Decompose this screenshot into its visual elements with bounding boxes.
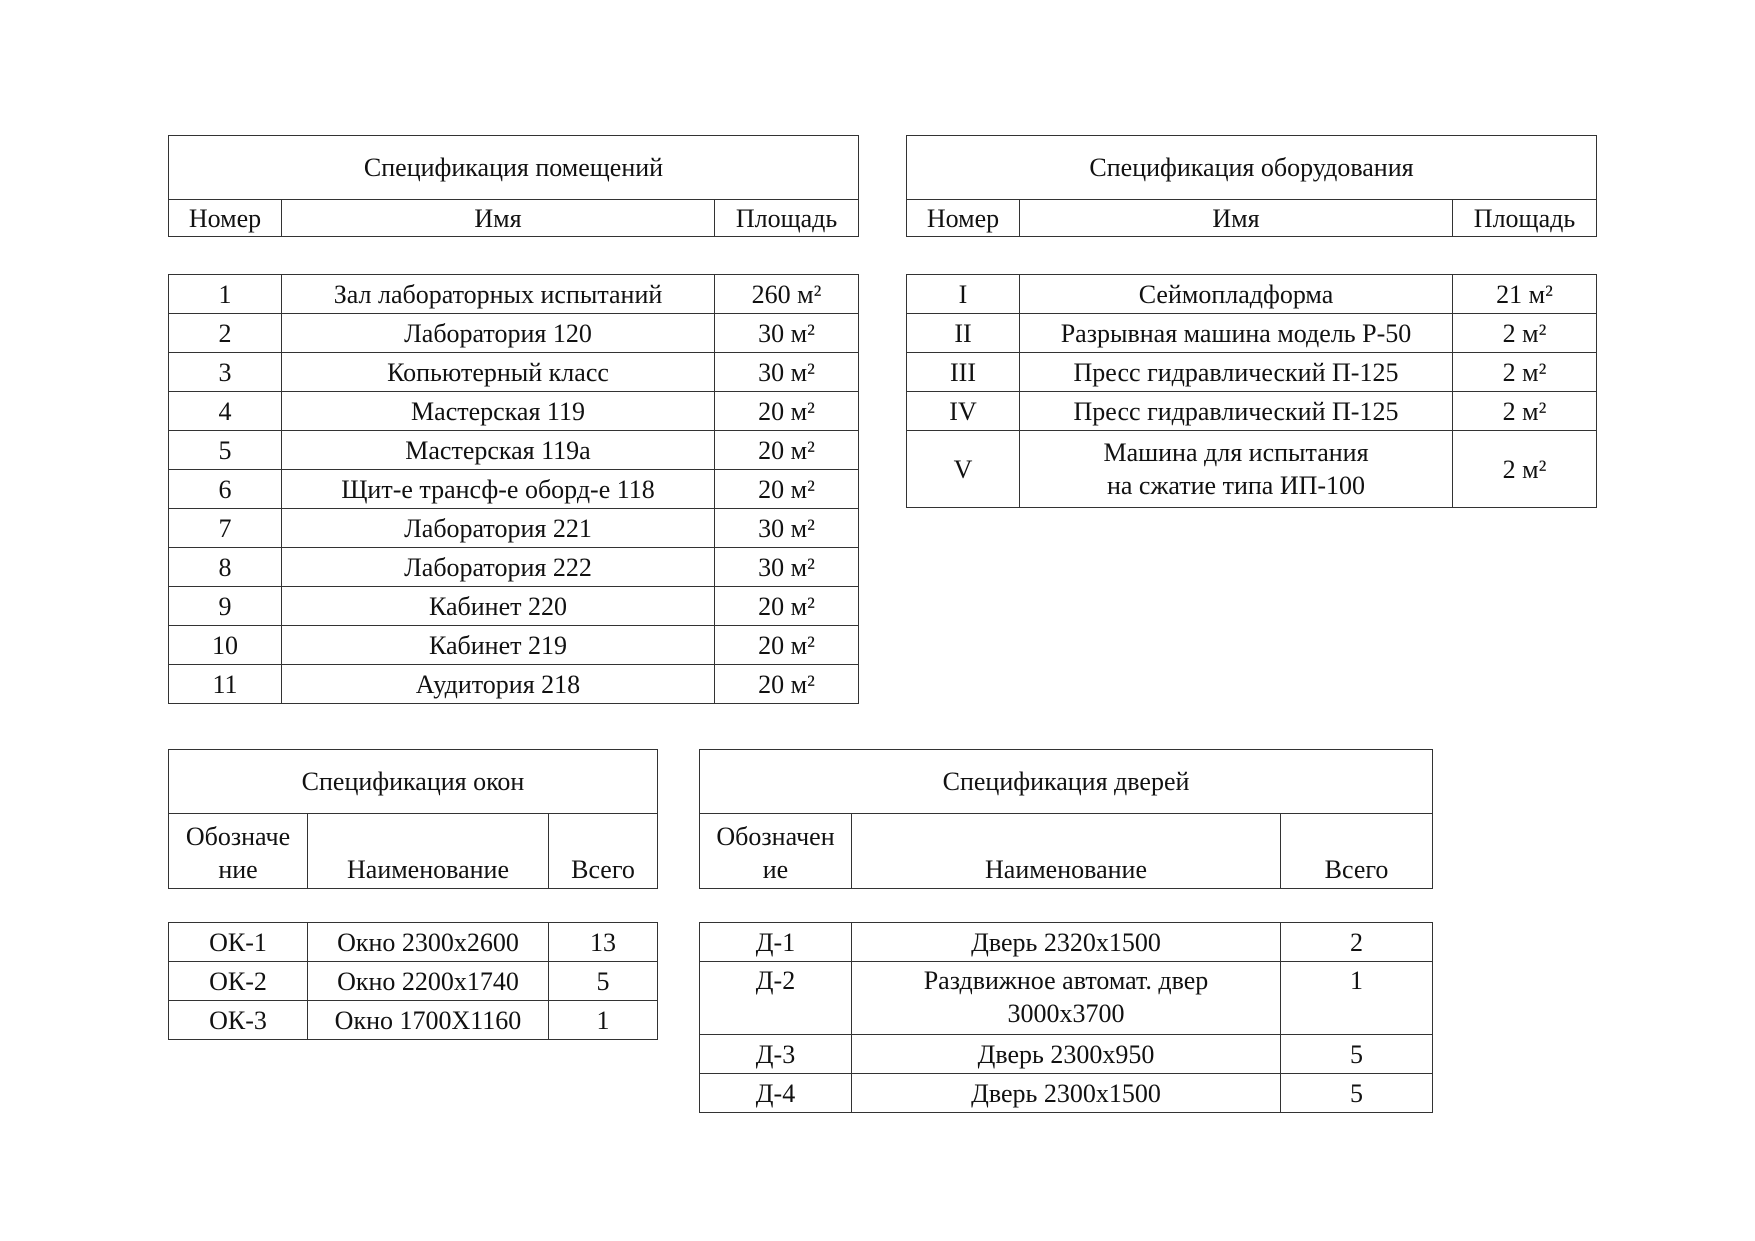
equipment-number: I xyxy=(907,275,1020,314)
equipment-spec-header xyxy=(906,135,1597,237)
table-row xyxy=(907,353,1597,392)
window-name: Окно 2300х2600 xyxy=(308,923,549,962)
table-row xyxy=(169,314,859,353)
door-total: 1 xyxy=(1281,962,1433,1035)
window-designation: ОК-2 xyxy=(169,962,308,1001)
room-name: Аудитория 218 xyxy=(282,665,715,704)
window-total: 5 xyxy=(549,962,658,1001)
room-area: 20 м² xyxy=(715,626,859,665)
room-name: Мастерская 119а xyxy=(282,431,715,470)
table-row xyxy=(169,962,658,1001)
equipment-name: Пресс гидравлический П-125 xyxy=(1020,392,1453,431)
table-row xyxy=(169,509,859,548)
room-area: 30 м² xyxy=(715,548,859,587)
table-row xyxy=(169,392,859,431)
table-row xyxy=(169,1001,658,1040)
rooms-col-name: Имя xyxy=(282,200,715,237)
room-name: Лаборатория 222 xyxy=(282,548,715,587)
room-name: Лаборатория 221 xyxy=(282,509,715,548)
room-name: Щит-е трансф-е оборд-е 118 xyxy=(282,470,715,509)
room-number: 4 xyxy=(169,392,282,431)
equipment-col-number: Номер xyxy=(907,200,1020,237)
equipment-number: II xyxy=(907,314,1020,353)
window-designation: ОК-1 xyxy=(169,923,308,962)
door-total: 5 xyxy=(1281,1035,1433,1074)
door-total: 5 xyxy=(1281,1074,1433,1113)
room-number: 1 xyxy=(169,275,282,314)
table-row xyxy=(907,431,1597,508)
doors-col-name: Наименование xyxy=(852,814,1281,889)
room-area: 20 м² xyxy=(715,470,859,509)
doors-spec-body xyxy=(699,922,1433,1113)
window-name: Окно 2200х1740 xyxy=(308,962,549,1001)
table-row xyxy=(700,962,1433,1035)
room-area: 20 м² xyxy=(715,392,859,431)
room-number: 3 xyxy=(169,353,282,392)
room-area: 30 м² xyxy=(715,509,859,548)
table-row xyxy=(169,923,658,962)
table-row xyxy=(907,314,1597,353)
door-designation: Д-1 xyxy=(700,923,852,962)
table-row xyxy=(169,665,859,704)
room-area: 20 м² xyxy=(715,587,859,626)
door-name: Раздвижное автомат. двер 3000х3700 xyxy=(852,962,1281,1035)
table-row xyxy=(907,275,1597,314)
equipment-col-name: Имя xyxy=(1020,200,1453,237)
room-number: 8 xyxy=(169,548,282,587)
table-row xyxy=(700,1035,1433,1074)
rooms-spec-body xyxy=(168,274,859,704)
table-row xyxy=(700,923,1433,962)
room-area: 30 м² xyxy=(715,353,859,392)
doors-spec-header xyxy=(699,749,1433,889)
window-total: 1 xyxy=(549,1001,658,1040)
table-row xyxy=(169,626,859,665)
table-row xyxy=(169,548,859,587)
doors-col-total: Всего xyxy=(1281,814,1433,889)
room-number: 7 xyxy=(169,509,282,548)
equipment-area: 21 м² xyxy=(1453,275,1597,314)
table-row xyxy=(169,353,859,392)
door-name: Дверь 2320х1500 xyxy=(852,923,1281,962)
equipment-name: Машина для испытания на сжатие типа ИП-100 xyxy=(1020,431,1453,508)
windows-col-designation: Обозначе ние xyxy=(169,814,308,889)
room-name: Копьютерный класс xyxy=(282,353,715,392)
room-number: 2 xyxy=(169,314,282,353)
windows-spec-body xyxy=(168,922,658,1040)
windows-spec-title: Спецификация окон xyxy=(169,750,658,814)
window-name: Окно 1700Х1160 xyxy=(308,1001,549,1040)
equipment-area: 2 м² xyxy=(1453,392,1597,431)
equipment-name: Пресс гидравлический П-125 xyxy=(1020,353,1453,392)
table-row xyxy=(169,431,859,470)
table-row xyxy=(700,1074,1433,1113)
windows-col-name: Наименование xyxy=(308,814,549,889)
equipment-number: IV xyxy=(907,392,1020,431)
table-row xyxy=(169,587,859,626)
window-total: 13 xyxy=(549,923,658,962)
equipment-number: III xyxy=(907,353,1020,392)
door-name: Дверь 2300х950 xyxy=(852,1035,1281,1074)
room-number: 6 xyxy=(169,470,282,509)
rooms-col-number: Номер xyxy=(169,200,282,237)
door-designation: Д-2 xyxy=(700,962,852,1035)
room-area: 260 м² xyxy=(715,275,859,314)
door-designation: Д-3 xyxy=(700,1035,852,1074)
rooms-col-area: Площадь xyxy=(715,200,859,237)
room-area: 20 м² xyxy=(715,431,859,470)
rooms-spec-title: Спецификация помещений xyxy=(169,136,859,200)
equipment-name: Разрывная машина модель Р-50 xyxy=(1020,314,1453,353)
room-number: 5 xyxy=(169,431,282,470)
equipment-name: Сеймопладформа xyxy=(1020,275,1453,314)
table-row xyxy=(907,392,1597,431)
doors-spec-title: Спецификация дверей xyxy=(700,750,1433,814)
windows-col-total: Всего xyxy=(549,814,658,889)
room-number: 9 xyxy=(169,587,282,626)
equipment-area: 2 м² xyxy=(1453,431,1597,508)
equipment-number: V xyxy=(907,431,1020,508)
room-name: Зал лабораторных испытаний xyxy=(282,275,715,314)
door-name: Дверь 2300х1500 xyxy=(852,1074,1281,1113)
rooms-spec-header xyxy=(168,135,859,237)
room-name: Кабинет 220 xyxy=(282,587,715,626)
equipment-spec-body xyxy=(906,274,1597,508)
room-area: 20 м² xyxy=(715,665,859,704)
room-area: 30 м² xyxy=(715,314,859,353)
table-row xyxy=(169,275,859,314)
door-total: 2 xyxy=(1281,923,1433,962)
room-number: 11 xyxy=(169,665,282,704)
room-name: Мастерская 119 xyxy=(282,392,715,431)
windows-spec-header xyxy=(168,749,658,889)
room-name: Кабинет 219 xyxy=(282,626,715,665)
equipment-area: 2 м² xyxy=(1453,314,1597,353)
window-designation: ОК-3 xyxy=(169,1001,308,1040)
doors-col-designation: Обозначен ие xyxy=(700,814,852,889)
room-name: Лаборатория 120 xyxy=(282,314,715,353)
equipment-area: 2 м² xyxy=(1453,353,1597,392)
door-designation: Д-4 xyxy=(700,1074,852,1113)
equipment-col-area: Площадь xyxy=(1453,200,1597,237)
equipment-spec-title: Спецификация оборудования xyxy=(907,136,1597,200)
table-row xyxy=(169,470,859,509)
room-number: 10 xyxy=(169,626,282,665)
